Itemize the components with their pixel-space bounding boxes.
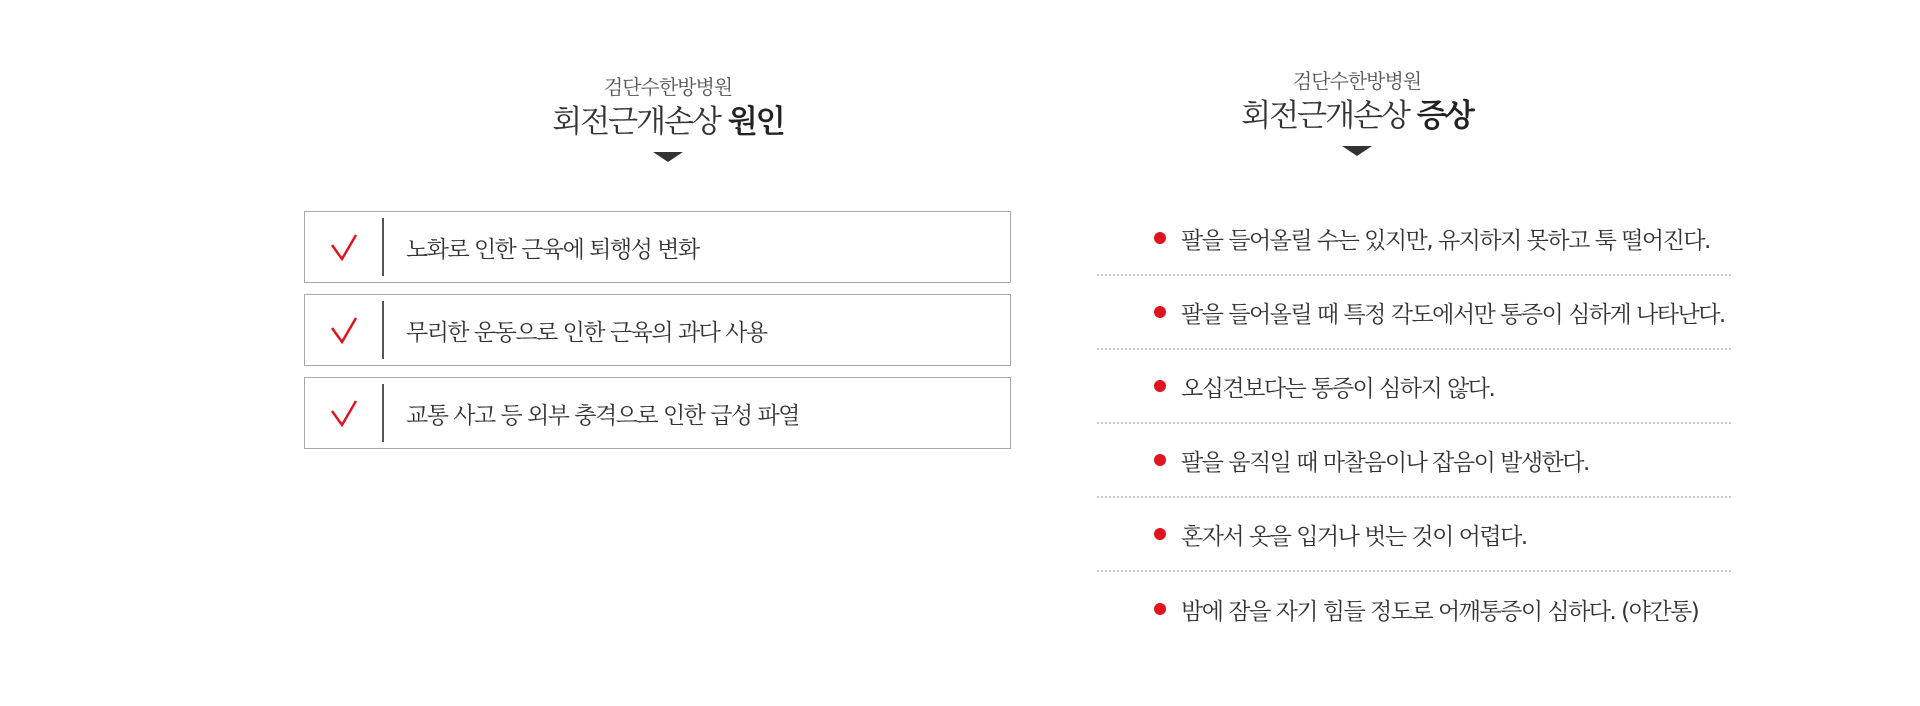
symptom-item: [1097, 350, 1731, 424]
check-icon: [305, 301, 384, 359]
symptom-item: [1097, 498, 1731, 572]
triangle-down-icon: [1342, 146, 1372, 156]
symptoms-header: [1147, 68, 1567, 156]
cause-text: 무리한 운동으로 인한 근육의 과다 사용: [406, 319, 767, 346]
red-dot-icon: [1154, 528, 1166, 540]
check-icon: [305, 384, 384, 442]
symptom-text: 팔을 들어올릴 수는 있지만, 유지하지 못하고 툭 떨어진다.: [1181, 227, 1710, 254]
cause-item: [304, 211, 1011, 283]
symptoms-title-normal: 회전근개손상: [1241, 98, 1409, 134]
symptoms-list: [1097, 202, 1731, 646]
symptoms-title-bold: 증상: [1416, 98, 1473, 134]
causes-title: [458, 102, 878, 142]
red-dot-icon: [1154, 306, 1166, 318]
symptoms-subtitle: 검단수한방병원: [1292, 69, 1422, 93]
red-dot-icon: [1154, 603, 1166, 615]
red-dot-icon: [1154, 454, 1166, 466]
cause-text: 노화로 인한 근육에 퇴행성 변화: [406, 236, 699, 263]
symptom-text: 혼자서 옷을 입거나 벗는 것이 어렵다.: [1181, 523, 1527, 550]
symptom-item: [1097, 572, 1731, 646]
causes-subtitle: 검단수한방병원: [603, 75, 733, 99]
symptom-text: 팔을 움직일 때 마찰음이나 잡음이 발생한다.: [1181, 449, 1589, 476]
check-icon: [305, 218, 384, 276]
causes-title-bold: 원인: [727, 104, 784, 140]
causes-header: [458, 74, 878, 162]
causes-title-normal: 회전근개손상: [552, 104, 720, 140]
causes-list: [304, 211, 1011, 460]
symptom-item: [1097, 276, 1731, 350]
symptom-item: [1097, 424, 1731, 498]
red-dot-icon: [1154, 232, 1166, 244]
symptom-text: 오십견보다는 통증이 심하지 않다.: [1181, 375, 1495, 402]
cause-item: [304, 294, 1011, 366]
symptoms-title: [1147, 96, 1567, 136]
cause-text: 교통 사고 등 외부 충격으로 인한 급성 파열: [406, 402, 799, 429]
red-dot-icon: [1154, 380, 1166, 392]
symptom-text: 팔을 들어올릴 때 특정 각도에서만 통증이 심하게 나타난다.: [1181, 301, 1725, 328]
cause-item: [304, 377, 1011, 449]
triangle-down-icon: [653, 152, 683, 162]
symptom-text: 밤에 잠을 자기 힘들 정도로 어깨통증이 심하다. (야간통): [1181, 598, 1699, 625]
symptom-item: [1097, 202, 1731, 276]
